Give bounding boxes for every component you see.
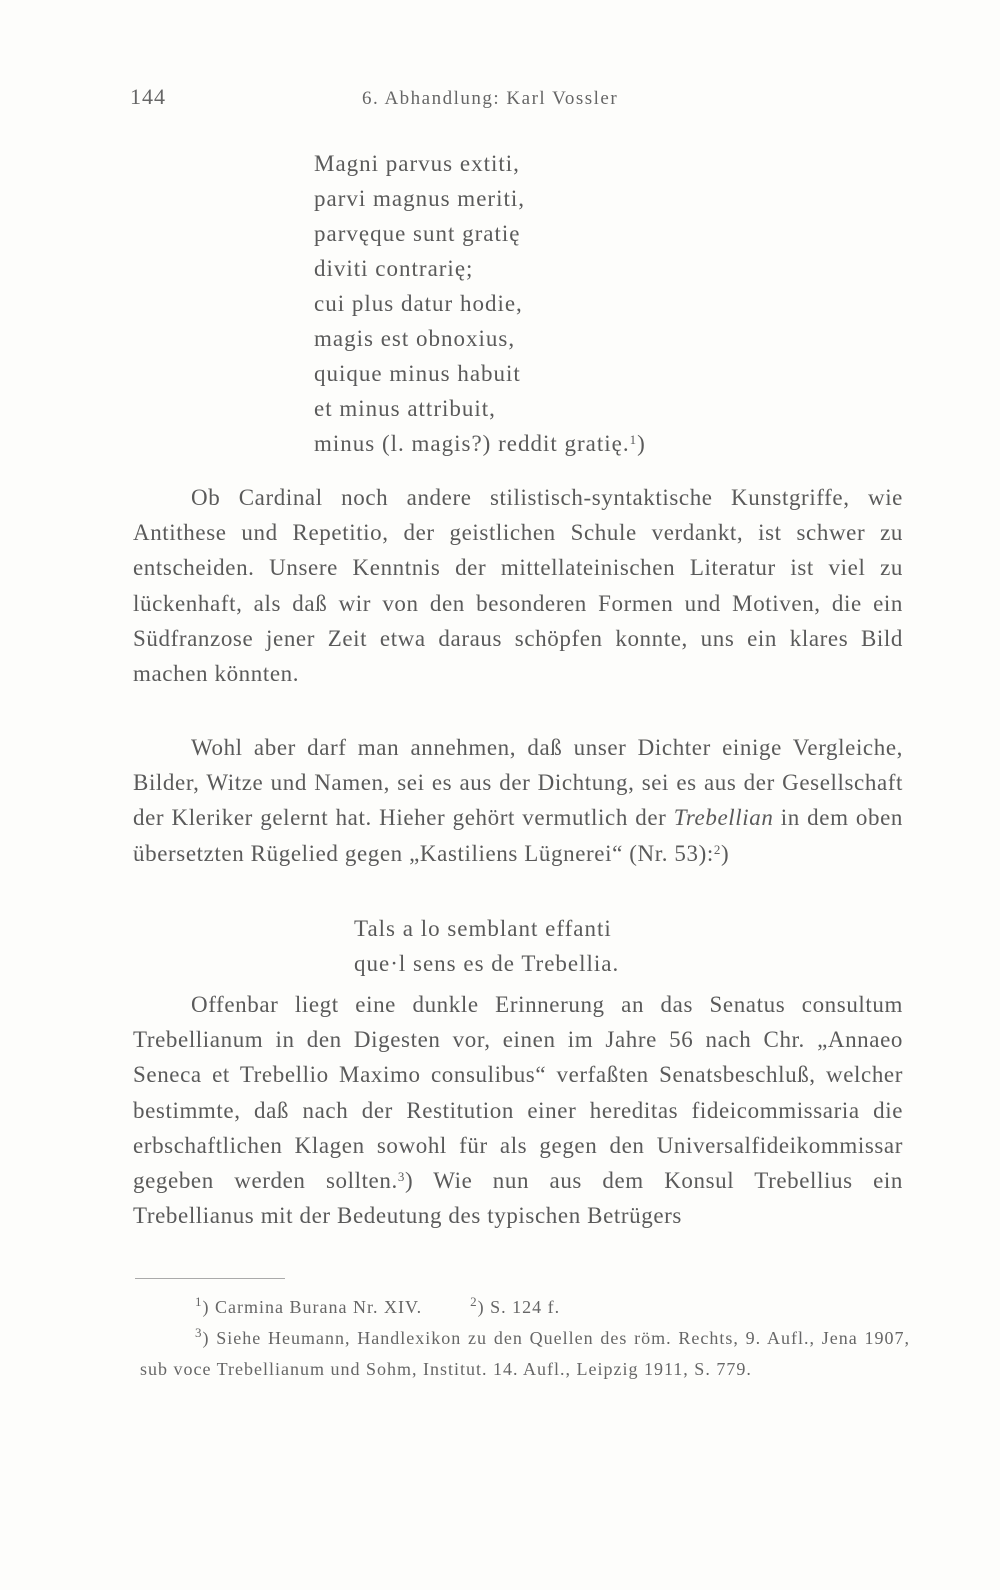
verse-line: cui plus datur hodie,: [314, 291, 523, 316]
footnote-2-mark: 2: [470, 1294, 478, 1309]
footnote-2-text: ) S. 124 f.: [477, 1297, 561, 1317]
footnote-3-mark: 3: [195, 1325, 203, 1340]
verse-line-last: minus (l. magis?) reddit gratię.$^1$): [314, 431, 646, 456]
verse-line: Magni parvus extiti,: [314, 151, 520, 176]
footnote-marker: 1: [629, 432, 638, 447]
footnote-3: [140, 1323, 910, 1385]
verse-line: quique minus habuit: [314, 361, 521, 386]
verse-line: que·l sens es de Trebellia.: [354, 951, 620, 976]
footnote-3-text: ) Siehe Heumann, Handlexikon zu den Quellen des röm. Rechts, 9. Aufl., Jena 1907, sub voce Trebellianum und Sohm, Institut. 14. Aufl., Leipzig 1911, S. 779.: [140, 1328, 910, 1379]
italic-term: Trebellian: [673, 805, 774, 831]
paragraph-text: [133, 987, 903, 1233]
verse-line: et minus attribuit,: [314, 396, 496, 421]
footnote-1-mark: 1: [195, 1294, 203, 1309]
paragraph-2: [133, 730, 903, 871]
verse-line: parvi magnus meriti,: [314, 186, 525, 211]
footnote-marker: 2: [713, 841, 721, 857]
paragraph-text-end: in dem oben übersetzten Rügelied gegen „Kastiliens Lügnerei“ (Nr. 53):: [133, 805, 903, 866]
verse-block-latin: [314, 146, 646, 461]
paragraph-text: Ob Cardinal noch andere stilistisch-syntaktische Kunstgriffe, wie Antithese und Repetitio, der geistlichen Schule verdankt, ist schwer zu entscheiden. Unsere Kenntnis der mittellateinischen Literatur ist viel zu lückenhaft, als daß wir von den besonderen Formen und Motiven, die ein Südfranzose jener Zeit etwa daraus schöpfen konnte, uns ein klares Bild machen könnten.: [133, 485, 903, 687]
footnote-1-text: ) Carmina Burana Nr. XIV.: [202, 1297, 423, 1317]
verse-line: Tals a lo semblant effanti: [354, 916, 612, 941]
verse-line: magis est obnoxius,: [314, 326, 516, 351]
footnote-marker: 3: [397, 1169, 405, 1185]
paragraph-text-start: Offenbar liegt eine dunkle Erinnerung an das Senatus consultum Trebellianum in den Digesten vor, einen im Jahre 56 nach Chr. „Annaeo Seneca et Trebellio Maximo consulibus“ verfaßten Senatsbeschluß, welcher bestimmte, daß nach der Restitution einer hereditas fideicommissaria die erbschaftlichen Klagen sowohl für als gegen den Universalfideikommissar gegeben werden sollten.: [133, 992, 903, 1194]
paragraph-1: [133, 480, 903, 691]
paragraph-text: [133, 730, 903, 871]
verse-line: parvęque sunt gratię: [314, 221, 521, 246]
page-number: 144: [130, 84, 166, 109]
footnotes: [140, 1292, 910, 1385]
footnote-row-1-2: [140, 1292, 910, 1323]
verse-line-text: minus (l. magis?) reddit gratię.: [314, 431, 630, 456]
page-header: [130, 84, 910, 114]
paragraph-3: [133, 987, 903, 1233]
paragraph-text-start: Wohl aber darf man annehmen, daß unser Dichter einige Vergleiche, Bilder, Witze und Namen, sei es aus der Dichtung, sei es aus der Gesellschaft der Kleriker gelernt hat. Hieher gehört vermutlich der: [133, 735, 903, 831]
verse-line: diviti contrarię;: [314, 256, 474, 281]
paragraph-closing: ): [720, 840, 730, 866]
paragraph-text-end: ) Wie nun aus dem Konsul Trebellius ein Trebellianus mit der Bedeutung des typischen Betrügers: [133, 1168, 903, 1229]
verse-block-provencal: [354, 911, 619, 981]
footnote-divider: [135, 1278, 285, 1279]
running-title: 6. Abhandlung: Karl Vossler: [362, 88, 619, 109]
